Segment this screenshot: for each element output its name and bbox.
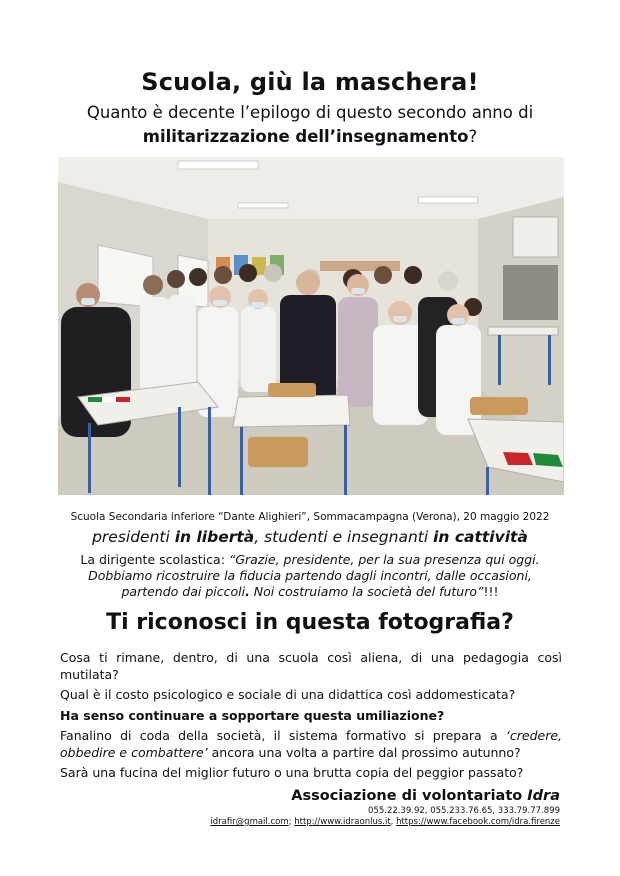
email-link[interactable]: idrafir@gmail.com bbox=[210, 817, 289, 827]
links-separator-2: , bbox=[390, 817, 397, 827]
section-heading: Ti riconosci in questa fotografia? bbox=[106, 610, 514, 635]
association-label: Associazione di volontariato bbox=[291, 788, 528, 804]
tagline bbox=[0, 528, 620, 546]
quote-text2: Noi costruiamo la società del futuro” bbox=[249, 584, 484, 599]
tagline-part1: presidenti bbox=[92, 528, 175, 546]
page-title: Scuola, giù la maschera! bbox=[141, 68, 479, 96]
classroom-photo bbox=[58, 157, 564, 495]
principal-quote bbox=[60, 552, 560, 600]
quote-text1: “Grazie, presidente, per la sua presenza qui oggi. Dobbiamo ricostruire la fiducia partendo dagli incontri, dalle occasioni, partendo dai piccoli bbox=[88, 552, 540, 599]
quote-intro: La dirigente scolastica: bbox=[80, 552, 229, 567]
website-link[interactable]: http://www.idraonlus.it bbox=[294, 817, 391, 827]
photo-caption: Scuola Secondaria inferiore “Dante Alighieri”, Sommacampagna (Verona), 20 maggio 2022 bbox=[70, 511, 550, 523]
classroom-photo-illustration bbox=[58, 157, 564, 495]
facebook-link[interactable]: https://www.facebook.com/idra.firenze bbox=[396, 817, 560, 827]
paragraph-4-start: Fanalino di coda della società, il sistema formativo si prepara a bbox=[60, 728, 506, 743]
paragraph-4-end: ancora una volta a partire dal prossimo autunno? bbox=[207, 744, 521, 760]
subtitle-text: Quanto è decente l’epilogo di questo secondo anno di bbox=[86, 103, 534, 122]
body-text bbox=[60, 650, 562, 786]
contact-links bbox=[210, 817, 560, 827]
tagline-part2: , studenti e insegnanti bbox=[254, 528, 434, 546]
association-brand: Idra bbox=[527, 788, 560, 804]
association-name bbox=[291, 788, 560, 804]
quote-dot: . bbox=[245, 584, 250, 599]
phone-numbers: 055.22.39.92, 055.233.76.65, 333.79.77.899 bbox=[368, 806, 560, 816]
quote-end: !!! bbox=[483, 584, 499, 599]
paragraph-3: Ha senso continuare a sopportare questa umiliazione? bbox=[60, 707, 445, 723]
paragraph-1: Cosa ti rimane, dentro, di una scuola così aliena, di una pedagogia così mutilata? bbox=[60, 650, 562, 682]
paragraph-4 bbox=[60, 728, 562, 761]
paragraph-5: Sarà una fucina del miglior futuro o una brutta copia del peggior passato? bbox=[60, 765, 524, 780]
subtitle-end: ? bbox=[468, 127, 478, 146]
links-separator-1: ; bbox=[288, 817, 295, 827]
subtitle bbox=[40, 101, 580, 149]
paragraph-2: Qual è il costo psicologico e sociale di una didattica così addomesticata? bbox=[60, 687, 516, 702]
tagline-bold2: in cattività bbox=[433, 528, 528, 546]
tagline-bold1: in libertà bbox=[174, 528, 255, 546]
paragraph-4-italic: ‘credere, obbedire e combattere’ bbox=[60, 728, 562, 760]
subtitle-bold: militarizzazione dell’insegnamento bbox=[142, 127, 469, 146]
